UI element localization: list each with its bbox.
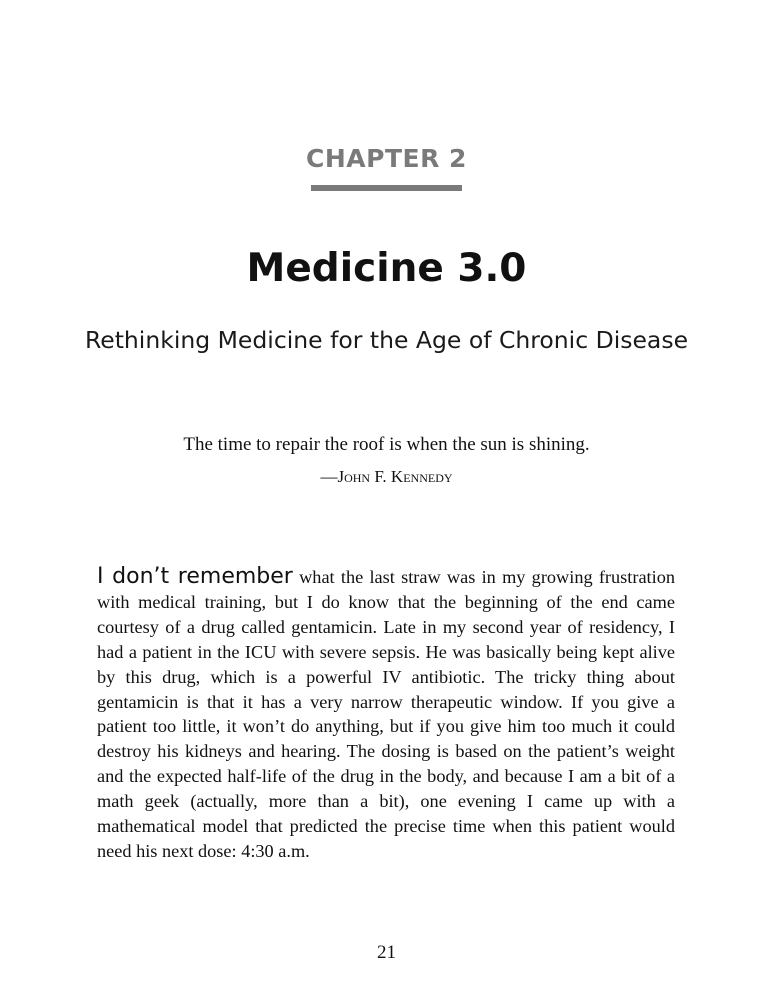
chapter-subtitle: Rethinking Medicine for the Age of Chronic Disease: [84, 326, 689, 354]
lead-in-text: I don’t remember: [97, 564, 293, 589]
chapter-rule: [311, 185, 462, 191]
body-paragraph: [97, 565, 675, 864]
page-number: 21: [377, 942, 396, 963]
epigraph-attribution: —John F. Kennedy: [320, 467, 453, 486]
chapter-title: Medicine 3.0: [246, 246, 527, 291]
epigraph-quote: The time to repair the roof is when the sun is shining.: [183, 434, 590, 455]
paragraph-text: what the last straw was in my growing frustration with medical training, but I do know that the beginning of the end came courtesy of a drug called gentamicin. Late in my second year of residency, I had a patient in the ICU with severe sepsis. He was basically being kept alive by this drug, which is a powerful IV antibiotic. The tricky thing about gentamicin is that it has a very narrow therapeutic window. If you give a patient too little, it won’t do anything, but if you give him too much it could destroy his kidneys and hearing. The dosing is based on the patient’s weight and the expected half-life of the drug in the body, and because I am a bit of a math geek (actually, more than a bit), one evening I came up with a mathematical model that predicted the precise time when this patient would need his next dose: 4:30 a.m.: [97, 567, 675, 861]
chapter-label: CHAPTER 2: [306, 144, 467, 173]
